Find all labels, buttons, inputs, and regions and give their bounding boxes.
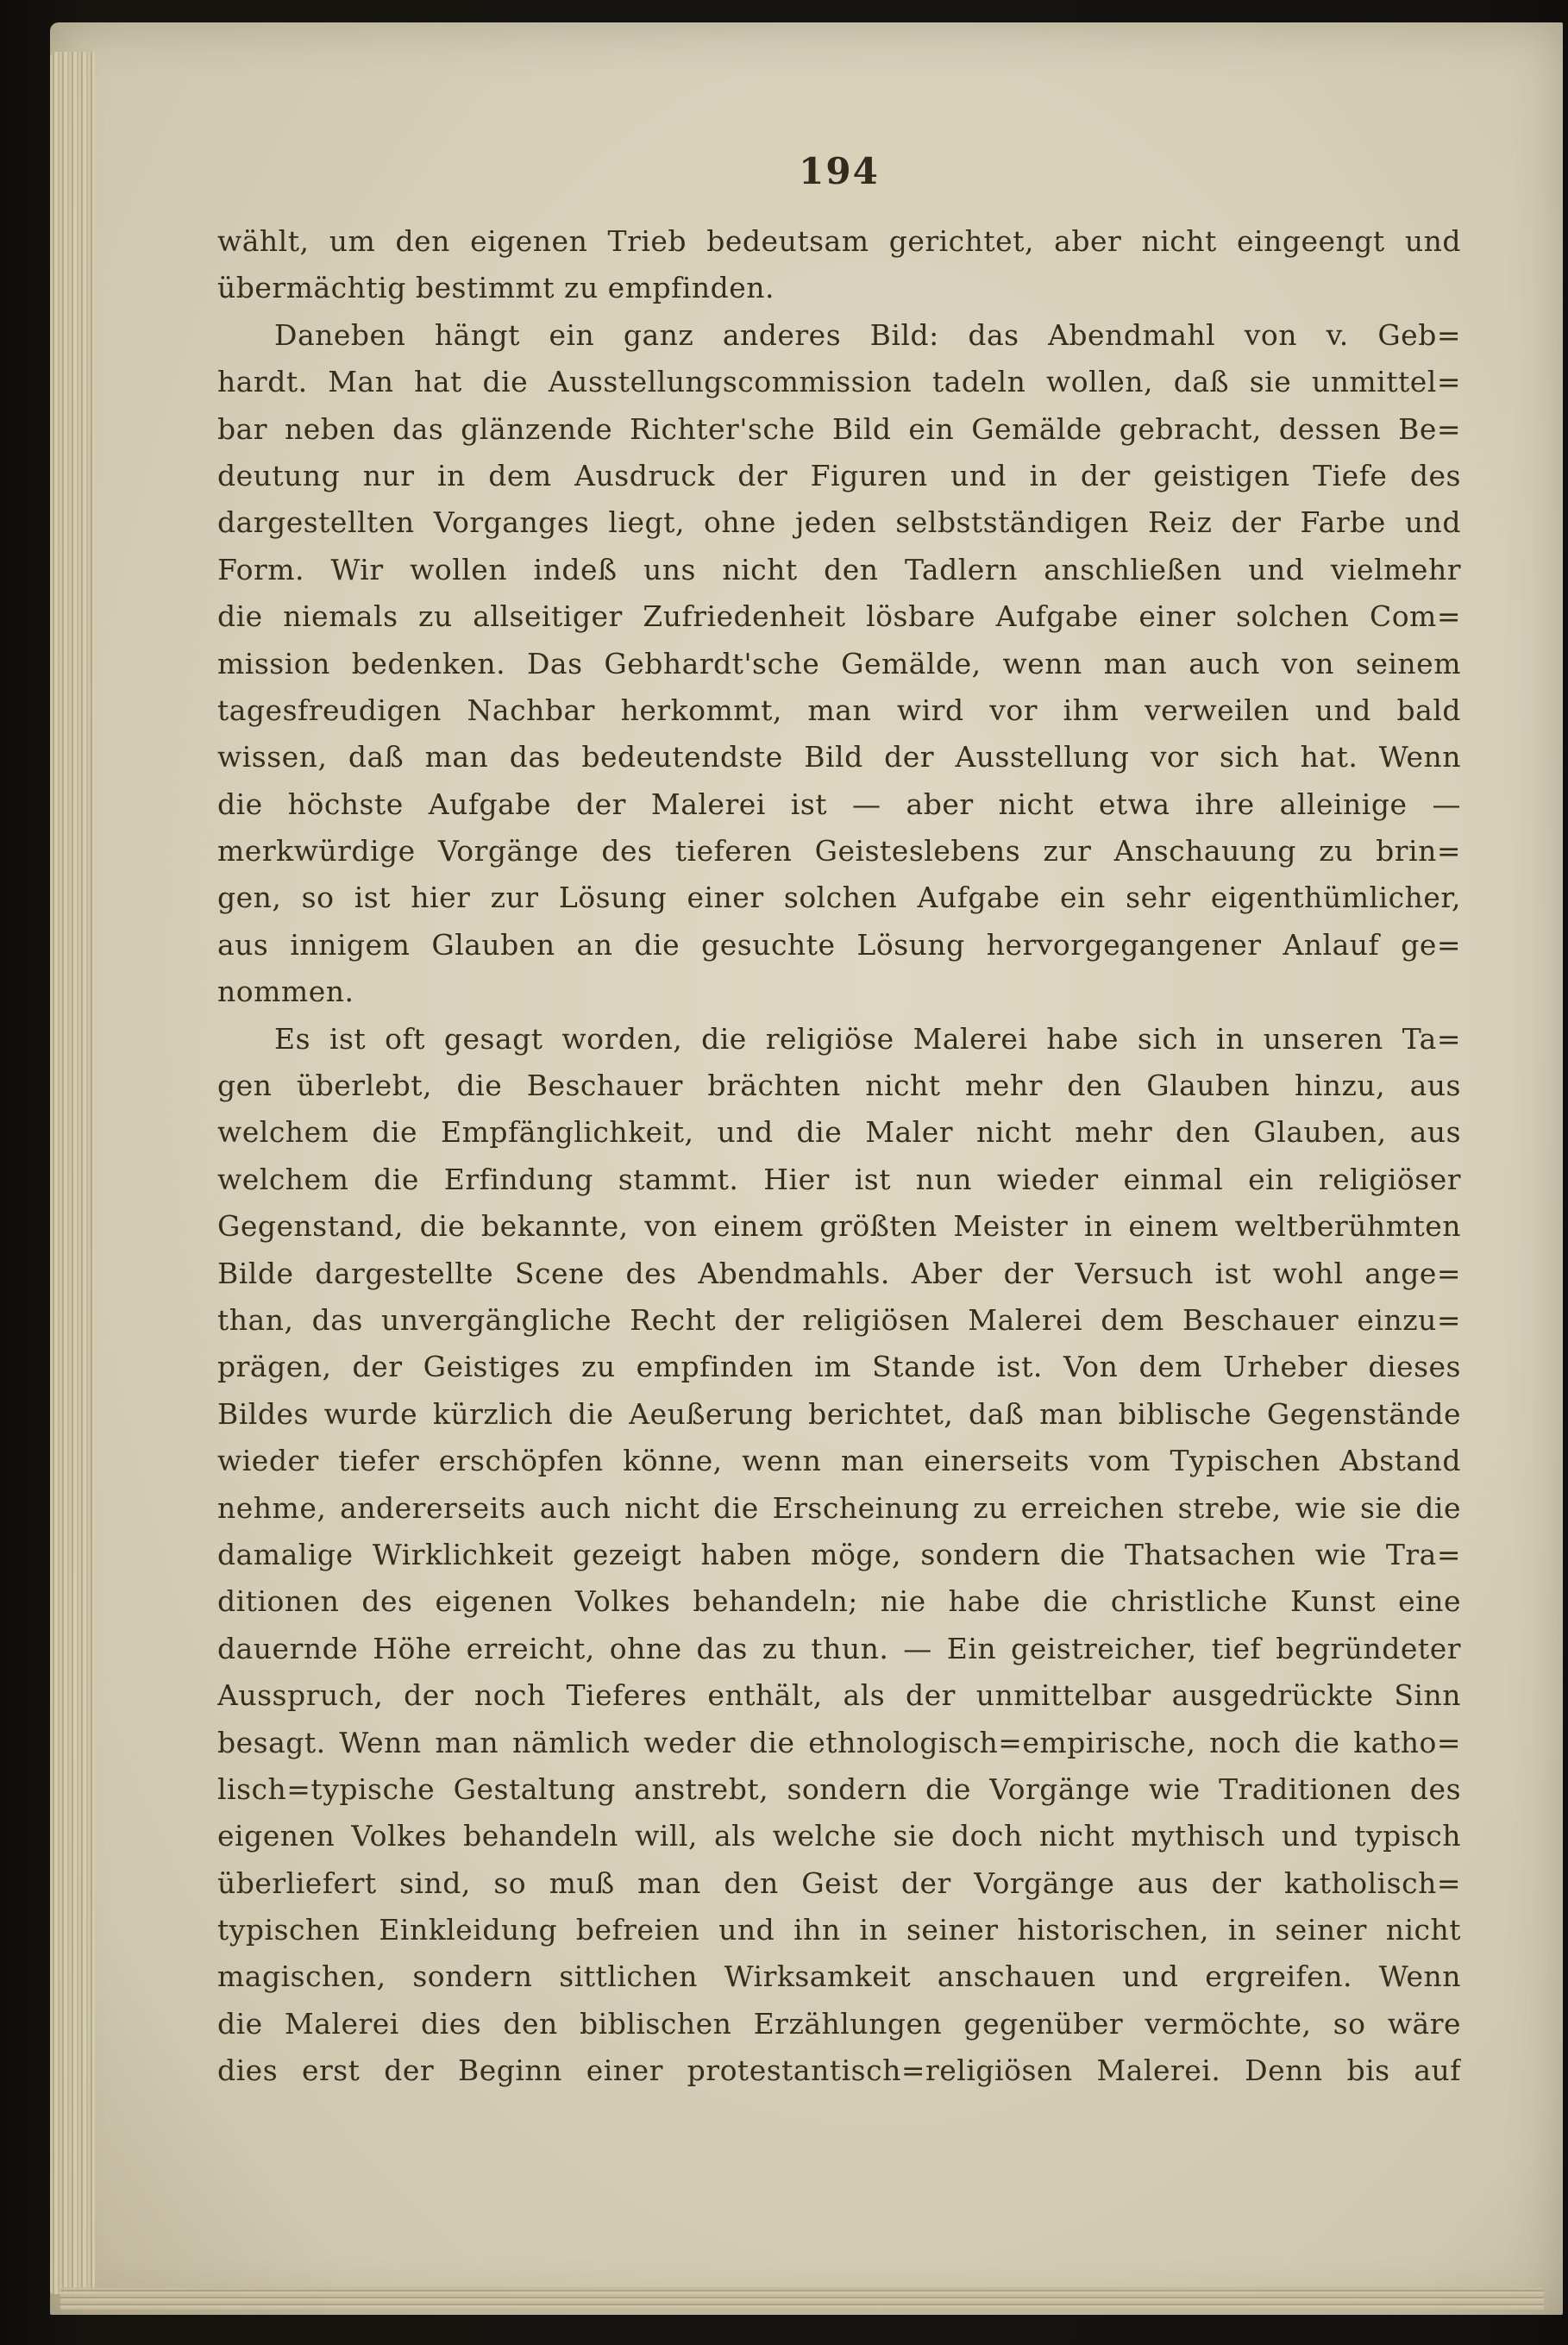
text-line: welchem die Erfindung stammt. Hier ist nun wieder einmal ein religiöser: [217, 1162, 1461, 1196]
text-line: lisch=typische Gestaltung anstrebt, sondern die Vorgänge wie Traditionen des: [217, 1771, 1461, 1806]
text-line: typischen Einkleidung befreien und ihn in seiner historischen, in seiner nicht: [217, 1913, 1461, 1947]
text-line: prägen, der Geistiges zu empfinden im Stande ist. Von dem Urheber dieses: [217, 1350, 1461, 1384]
paper-page: [50, 22, 1563, 2315]
text-line: wieder tiefer erschöpfen könne, wenn man einerseits vom Typischen Abstand: [217, 1444, 1461, 1478]
text-block: [217, 150, 1461, 2095]
text-line: wählt, um den eigenen Trieb bedeutsam gerichtet, aber nicht eingeengt und: [217, 224, 1461, 258]
text-line: übermächtig bestimmt zu empfinden.: [217, 271, 775, 305]
text-line: mission bedenken. Das Gebhardt'sche Gemälde, wenn man auch von seinem: [217, 646, 1461, 680]
page-text: [217, 218, 1461, 2095]
page-number: 194: [799, 150, 880, 192]
text-line: deutung nur in dem Ausdruck der Figuren und in der geistigen Tiefe des: [217, 458, 1461, 492]
text-line: Daneben hängt ein ganz anderes Bild: das Abendmahl von v. Geb=: [274, 317, 1461, 352]
text-line: wissen, daß man das bedeutendste Bild der Ausstellung vor sich hat. Wenn: [217, 740, 1461, 774]
text-line: magischen, sondern sittlichen Wirksamkeit anschauen und ergreifen. Wenn: [217, 1959, 1461, 1994]
text-line: nommen.: [217, 975, 354, 1009]
text-line: Es ist oft gesagt worden, die religiöse Malerei habe sich in unseren Ta=: [274, 1021, 1461, 1056]
text-line: die Malerei dies den biblischen Erzählungen gegenüber vermöchte, so wäre: [217, 2006, 1461, 2041]
text-line: merkwürdige Vorgänge des tieferen Geisteslebens zur Anschauung zu brin=: [217, 834, 1461, 868]
text-line: aus innigem Glauben an die gesuchte Lösung hervorgegangener Anlauf ge=: [217, 927, 1461, 962]
text-line: damalige Wirklichkeit gezeigt haben möge, sondern die Thatsachen wie Tra=: [217, 1537, 1461, 1571]
text-line: gen, so ist hier zur Lösung einer solchen Aufgabe ein sehr eigenthümlicher,: [217, 881, 1461, 915]
text-line: welchem die Empfänglichkeit, und die Maler nicht mehr den Glauben, aus: [217, 1115, 1461, 1150]
text-line: eigenen Volkes behandeln will, als welche sie doch nicht mythisch und typisch: [217, 1819, 1461, 1853]
text-line: nehme, andererseits auch nicht die Erscheinung zu erreichen strebe, wie sie die: [217, 1490, 1461, 1525]
text-line: Form. Wir wollen indeß uns nicht den Tadlern anschließen und vielmehr: [217, 552, 1461, 586]
text-line: tagesfreudigen Nachbar herkommt, man wird vor ihm verweilen und bald: [217, 693, 1461, 727]
text-line: hardt. Man hat die Ausstellungscommission tadeln wollen, daß sie unmittel=: [217, 365, 1461, 399]
text-line: bar neben das glänzende Richter'sche Bild ein Gemälde gebracht, dessen Be=: [217, 411, 1461, 446]
text-line: überliefert sind, so muß man den Geist der Vorgänge aus der katholisch=: [217, 1865, 1461, 1900]
text-line: dies erst der Beginn einer protestantisch=religiösen Malerei. Denn bis auf: [217, 2053, 1461, 2088]
text-line: dargestellten Vorganges liegt, ohne jeden selbstständigen Reiz der Farbe und: [217, 505, 1461, 540]
text-line: gen überlebt, die Beschauer brächten nicht mehr den Glauben hinzu, aus: [217, 1069, 1461, 1103]
text-line: dauernde Höhe erreicht, ohne das zu thun. — Ein geistreicher, tief begründeter: [217, 1631, 1461, 1665]
book-bottom-edge: [60, 2287, 1544, 2310]
text-line: die niemals zu allseitiger Zufriedenheit lösbare Aufgabe einer solchen Com=: [217, 599, 1461, 634]
book-fore-edge: [50, 52, 95, 2294]
text-line: besagt. Wenn man nämlich weder die ethnologisch=empirische, noch die katho=: [217, 1725, 1461, 1759]
text-line: than, das unvergängliche Recht der religiösen Malerei dem Beschauer einzu=: [217, 1302, 1461, 1337]
text-line: Gegenstand, die bekannte, von einem größten Meister in einem weltberühmten: [217, 1209, 1461, 1244]
text-line: Bilde dargestellte Scene des Abendmahls. Aber der Versuch ist wohl ange=: [217, 1256, 1461, 1290]
text-line: Bildes wurde kürzlich die Aeußerung berichtet, daß man biblische Gegenstände: [217, 1396, 1461, 1431]
text-line: die höchste Aufgabe der Malerei ist — aber nicht etwa ihre alleinige —: [217, 787, 1461, 821]
text-line: ditionen des eigenen Volkes behandeln; nie habe die christliche Kunst eine: [217, 1584, 1461, 1619]
text-line: Ausspruch, der noch Tieferes enthält, als der unmittelbar ausgedrückte Sinn: [217, 1678, 1461, 1713]
